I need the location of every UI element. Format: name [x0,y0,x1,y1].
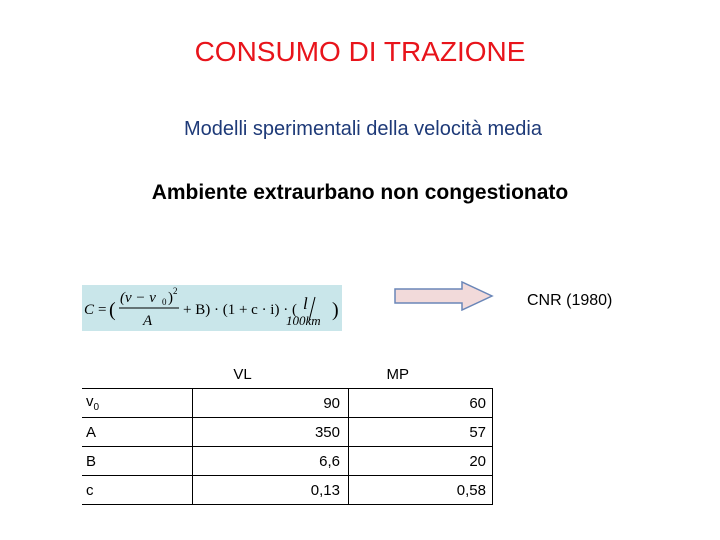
cell-vl: 6,6 [193,447,349,476]
cell-mp: 57 [349,418,493,447]
table-row [82,476,493,505]
row-label: B [82,447,193,476]
formula-rparen: ) [332,299,339,321]
header-empty [82,360,193,389]
table-header-row [82,360,493,389]
formula-close-sq: ) [168,290,173,306]
right-arrow-icon [394,281,494,311]
formula-c: C [84,302,95,318]
formula-plus-b: + B) · (1 + c · i) · ( [183,302,297,318]
parameters-table [82,360,493,505]
cell-mp: 0,58 [349,476,493,505]
formula-open: ( [109,299,116,321]
formula-eq: = [98,302,107,318]
slide-title: CONSUMO DI TRAZIONE [194,36,526,67]
cell-vl: 350 [193,418,349,447]
formula-km: 100km [286,313,321,328]
section-heading: Ambiente extraurbano non congestionato [151,181,569,204]
formula-l: l [303,294,308,313]
row-label: c [82,476,193,505]
formula-zero: 0 [162,297,167,307]
formula-denom: A [143,313,153,329]
cell-vl: 90 [193,389,349,418]
formula-exp: 2 [173,286,178,296]
cell-vl: 0,13 [193,476,349,505]
cell-mp: 20 [349,447,493,476]
table-row [82,418,493,447]
source-citation: CNR (1980) [527,292,613,309]
row-label: A [82,418,193,447]
header-mp: MP [386,365,409,383]
slide-subtitle: Modelli sperimentali della velocità media [184,118,542,140]
header-vl: VL [233,365,252,383]
formula-numer: (v − v [120,290,156,306]
row-label: $v_0$ [82,389,193,418]
table-row [82,447,493,476]
table-row [82,389,493,418]
cell-mp: 60 [349,389,493,418]
formula-image [82,285,342,331]
